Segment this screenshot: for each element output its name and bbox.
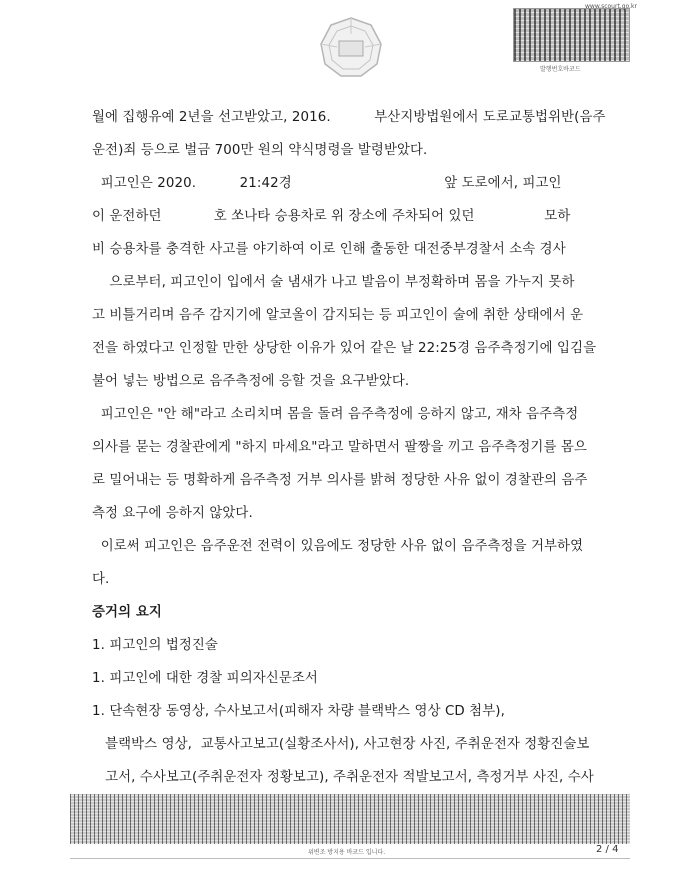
body-line: 측정 요구에 응하지 않았다. bbox=[92, 506, 253, 521]
body-line: 운전)죄 등으로 벌금 700만 원의 약식명령을 발령받았다. bbox=[92, 143, 428, 158]
barcode-image bbox=[513, 8, 630, 62]
anti-forgery-barcode bbox=[70, 794, 630, 844]
court-seal-logo bbox=[319, 16, 383, 80]
barcode-caption: 발행번호바코드 bbox=[540, 66, 581, 73]
evidence-item: 블랙박스 영상, 교통사고보고(실황조사서), 사고현장 사진, 주취운전자 정황진술보 bbox=[92, 737, 590, 752]
body-line: 불어 넣는 방법으로 음주측정에 응할 것을 요구받았다. bbox=[92, 374, 410, 389]
body-line: 이 운전하던 호 쏘나타 승용차로 위 장소에 주차되어 있던 모하 bbox=[92, 209, 571, 224]
evidence-item: 1. 단속현장 동영상, 수사보고서(피해자 차량 블랙박스 영상 CD 첨부), bbox=[92, 704, 505, 719]
body-line: 비 승용차를 충격한 사고를 야기하여 이로 인해 출동한 대전중부경찰서 소속 경사 bbox=[92, 242, 566, 257]
evidence-heading: 증거의 요지 bbox=[92, 605, 162, 620]
body-line: 피고인은 2020. 21:42경 앞 도로에서, 피고인 bbox=[92, 176, 562, 191]
body-line: 의사를 묻는 경찰관에게 "하지 마세요"라고 말하면서 팔짱을 끼고 음주측정기를 몸으 bbox=[92, 440, 587, 455]
body-line: 이로써 피고인은 음주운전 전력이 있음에도 정당한 사유 없이 음주측정을 거부하였 bbox=[92, 539, 584, 554]
evidence-item: 1. 피고인의 법정진술 bbox=[92, 638, 218, 653]
body-line: 전을 하였다고 인정할 만한 상당한 이유가 있어 같은 날 22:25경 음주측정기에 입김을 bbox=[92, 341, 597, 356]
page-number: 2 / 4 bbox=[596, 844, 619, 855]
evidence-item: 1. 피고인에 대한 경찰 피의자신문조서 bbox=[92, 671, 318, 686]
body-line: 월에 집행유예 2년을 선고받았고, 2016. 부산지방법원에서 도로교통법위반(음주 bbox=[92, 110, 606, 125]
body-line: 다. bbox=[92, 572, 110, 587]
body-line: 으로부터, 피고인이 입에서 술 냄새가 나고 발음이 부정확하며 몸을 가누지 못하 bbox=[92, 275, 575, 290]
body-line: 고 비틀거리며 음주 감지기에 알코올이 감지되는 등 피고인이 술에 취한 상태에서 운 bbox=[92, 308, 584, 323]
footer-note: 위변조 방지용 바코드 입니다. bbox=[308, 849, 386, 856]
footer-divider bbox=[70, 858, 630, 859]
body-line: 피고인은 "안 해"라고 소리치며 몸을 돌려 음주측정에 응하지 않고, 재차 음주측정 bbox=[92, 407, 579, 422]
barcode-url: www.scourt.go.kr bbox=[585, 3, 637, 10]
evidence-item: 고서, 수사보고(주취운전자 정황보고), 주취운전자 적발보고서, 측정거부 사진, 수사 bbox=[92, 770, 594, 785]
body-line: 로 밀어내는 등 명확하게 음주측정 거부 의사를 밝혀 정당한 사유 없이 경찰관의 음주 bbox=[92, 473, 588, 488]
